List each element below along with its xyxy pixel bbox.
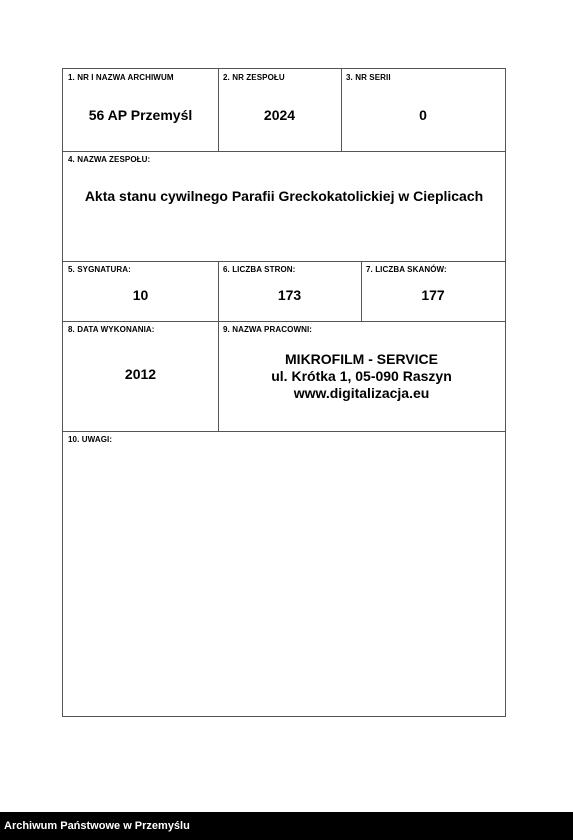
archive-value: 56 AP Przemyśl [88, 107, 193, 123]
series-no-label: 3. NR SERII [346, 73, 391, 82]
fond-no-label: 2. NR ZESPOŁU [223, 73, 285, 82]
fond-name-value: Akta stanu cywilnego Parafii Greckokatolickiej w Cieplicach [84, 188, 484, 204]
scans-value: 177 [421, 287, 445, 303]
fond-name-label: 4. NAZWA ZESPOŁU: [68, 155, 151, 164]
pages-value: 173 [277, 287, 302, 303]
date-label: 8. DATA WYKONANIA: [68, 325, 155, 334]
fond-no-value: 2024 [263, 107, 296, 123]
scans-label: 7. LICZBA SKANÓW: [366, 265, 447, 274]
notes-cell [63, 431, 505, 716]
footer-archive-name: Archiwum Państwowe w Przemyślu [4, 820, 190, 832]
pages-label: 6. LICZBA STRON: [223, 265, 296, 274]
pages-cell [218, 261, 361, 321]
signature-label: 5. SYGNATURA: [68, 265, 131, 274]
date-value: 2012 [124, 366, 157, 382]
footer-bar [0, 812, 573, 840]
signature-value: 10 [132, 287, 149, 303]
metadata-form [62, 68, 506, 717]
date-cell [63, 321, 218, 431]
archive-cell [63, 69, 218, 151]
notes-label: 10. UWAGI: [68, 435, 113, 444]
workshop-website: www.digitalizacja.eu [293, 385, 430, 401]
series-no-cell [341, 69, 505, 151]
fond-no-cell [218, 69, 341, 151]
fond-name-cell [63, 151, 505, 261]
workshop-name: MIKROFILM - SERVICE [285, 351, 438, 367]
signature-cell [63, 261, 218, 321]
workshop-address: ul. Krótka 1, 05-090 Raszyn [271, 368, 452, 384]
archive-label: 1. NR I NAZWA ARCHIWUM [68, 73, 174, 82]
workshop-cell [218, 321, 505, 431]
workshop-label: 9. NAZWA PRACOWNI: [223, 325, 313, 334]
scans-cell [361, 261, 505, 321]
series-no-value: 0 [419, 107, 427, 123]
